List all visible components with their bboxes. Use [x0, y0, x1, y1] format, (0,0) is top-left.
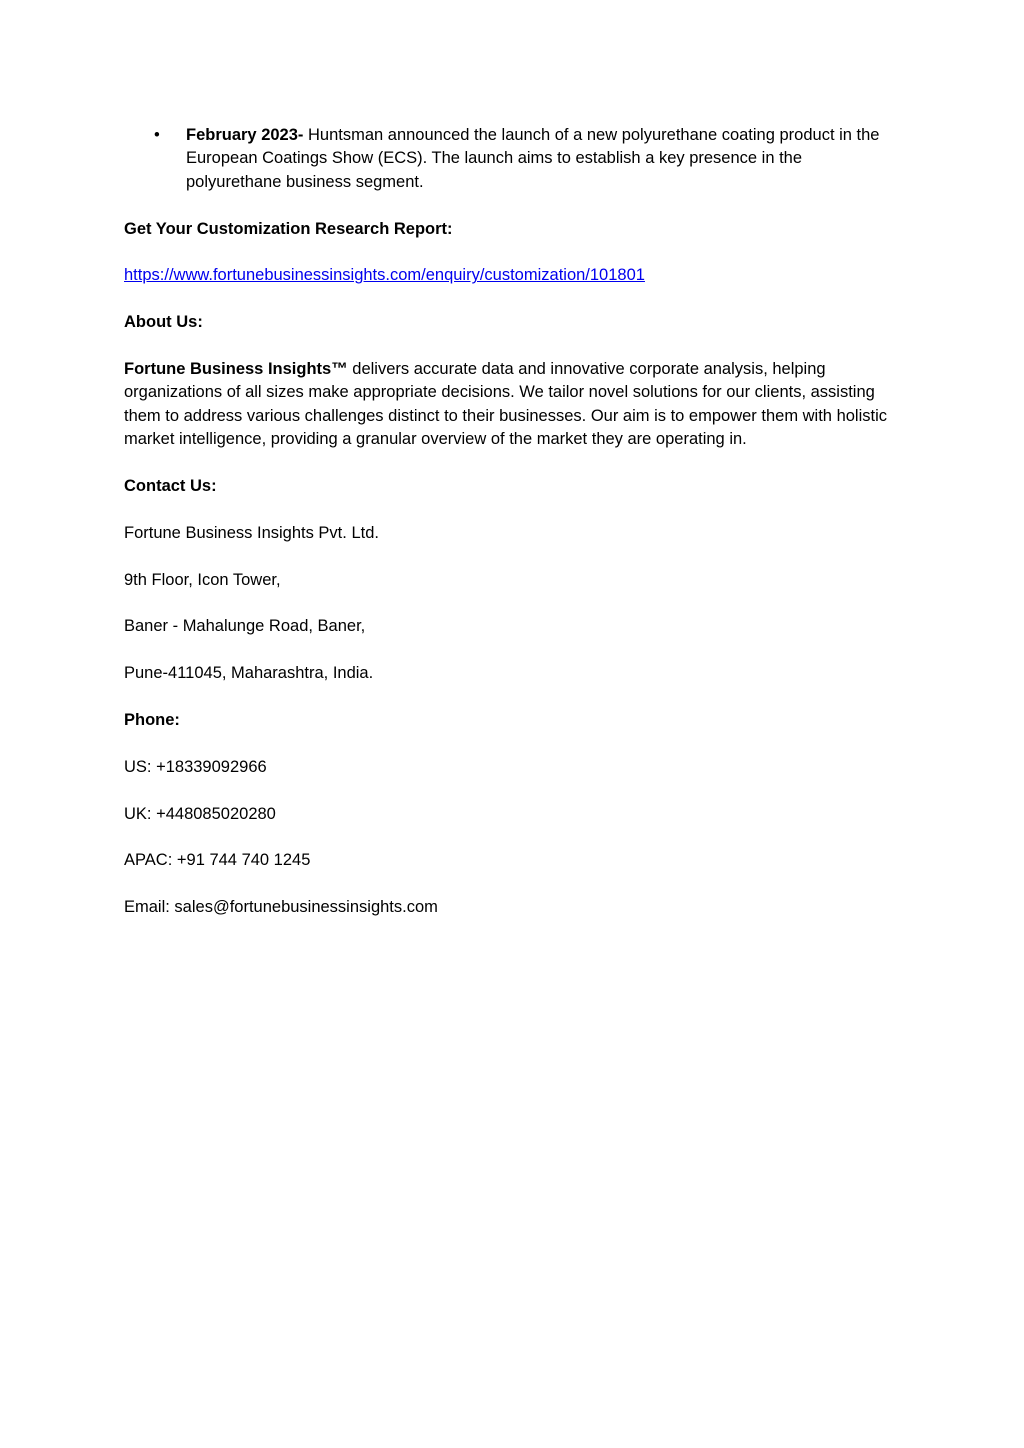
- customization-link[interactable]: https://www.fortunebusinessinsights.com/enquiry/customization/101801: [124, 266, 645, 285]
- about-heading: [124, 311, 894, 334]
- address-line-road: Baner - Mahalunge Road, Baner,: [124, 617, 366, 636]
- phone-heading-text: Phone:: [124, 711, 180, 729]
- address-line-company: Fortune Business Insights Pvt. Ltd.: [124, 523, 379, 542]
- document-page: [124, 124, 894, 943]
- address-line-floor: 9th Floor, Icon Tower,: [124, 570, 281, 589]
- contact-heading-text: Contact Us:: [124, 477, 217, 496]
- address-line-city: Pune-411045, Maharashtra, India.: [124, 664, 374, 683]
- bullet-icon: •: [154, 126, 160, 144]
- contact-heading: [124, 475, 894, 498]
- about-paragraph: [124, 358, 894, 452]
- news-date: February 2023-: [186, 126, 304, 144]
- about-text: delivers accurate data and innovative corporate analysis, helping organizations of all sizes make appropriate decisions. We tailor novel solutions for our clients, assisting them to address various challenges distinct to their businesses. Our aim is to empower them with holistic market intelligence, providing a granular overview of the market they are operating in.: [124, 360, 888, 449]
- phone-apac: APAC: +91 744 740 1245: [124, 851, 311, 870]
- phone-heading: [124, 709, 894, 732]
- customization-heading: [124, 218, 894, 241]
- news-text: Huntsman announced the launch of a new polyurethane coating product in the European Coatings Show (ECS). The launch aims to establish a key presence in the polyurethane business segment.: [186, 126, 880, 191]
- company-name: Fortune Business Insights™: [124, 360, 348, 378]
- customization-link-paragraph: [124, 264, 894, 287]
- news-bullet-item: [124, 124, 894, 194]
- customization-heading-text: Get Your Customization Research Report:: [124, 219, 453, 238]
- about-heading-text: About Us:: [124, 313, 203, 332]
- phone-uk: UK: +448085020280: [124, 804, 276, 823]
- phone-us: US: +18339092966: [124, 757, 267, 776]
- email-line: Email: sales@fortunebusinessinsights.com: [124, 898, 438, 917]
